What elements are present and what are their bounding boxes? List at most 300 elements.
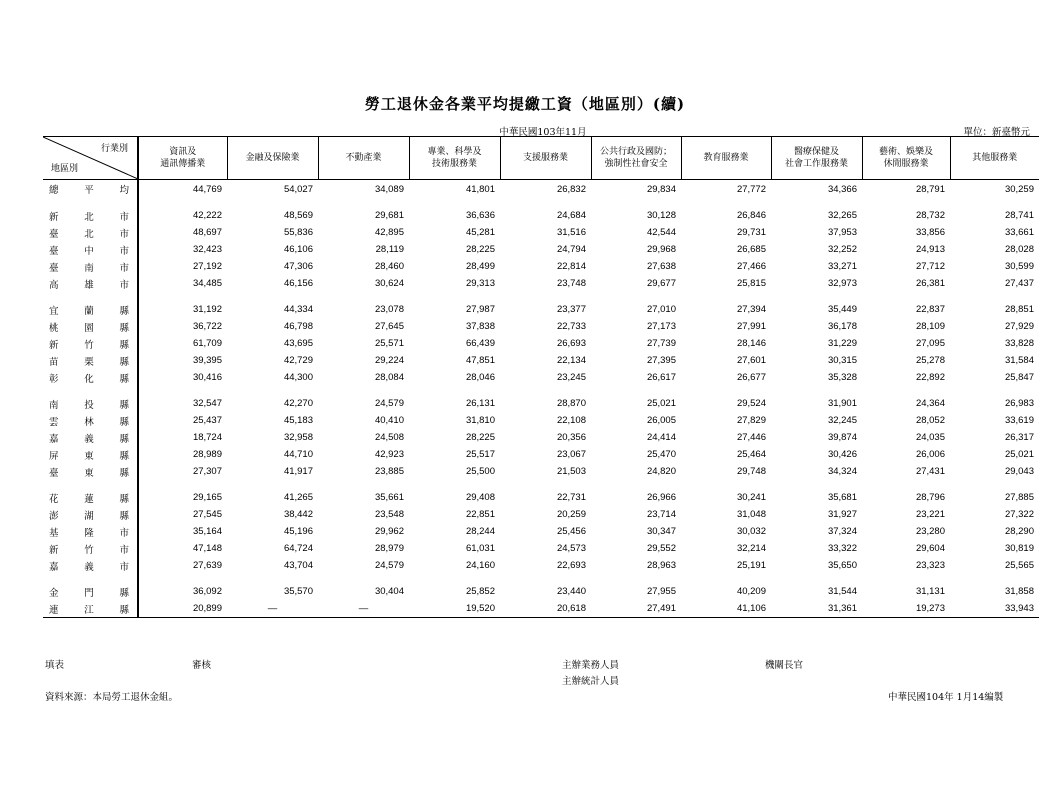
wage-cell: 22,837 xyxy=(915,304,945,315)
region-label-char: 化 xyxy=(84,373,94,385)
currency-unit: 單位：新臺幣元 xyxy=(963,127,1030,138)
wage-cell: 28,119 xyxy=(375,244,404,255)
region-label-char: 北 xyxy=(84,228,94,240)
wage-cell: 24,579 xyxy=(374,398,404,409)
group-spacer xyxy=(43,198,1039,207)
region-label-char: 市 xyxy=(119,561,129,573)
region-label-char: 縣 xyxy=(119,356,129,368)
region-label-char: 蓮 xyxy=(84,493,94,505)
wage-cell: 26,693 xyxy=(556,338,586,349)
wage-cell: 23,067 xyxy=(556,449,586,460)
wage-cell: 39,395 xyxy=(192,355,222,366)
wage-cell: 28,989 xyxy=(192,449,222,460)
spacer-cell xyxy=(681,292,771,301)
spacer-cell xyxy=(500,292,591,301)
region-label-char: 縣 xyxy=(119,510,129,522)
region-label-char: 義 xyxy=(84,561,94,573)
table-row xyxy=(43,557,1039,574)
group-spacer xyxy=(43,574,1039,583)
wage-cell: 42,544 xyxy=(646,227,676,238)
wage-cell: 24,913 xyxy=(915,244,945,255)
wage-cell: 29,224 xyxy=(374,355,404,366)
wage-cell: 42,923 xyxy=(374,449,404,460)
spacer-cell xyxy=(318,386,409,395)
wage-cell: 30,315 xyxy=(827,355,857,366)
column-header xyxy=(138,137,227,180)
wage-cell: 45,196 xyxy=(283,526,313,537)
wage-cell: 23,548 xyxy=(374,509,404,520)
wage-cell: 27,394 xyxy=(736,304,766,315)
wage-cell: 27,307 xyxy=(192,466,222,477)
region-label-char: 東 xyxy=(84,467,94,479)
wage-cell: 26,685 xyxy=(736,244,766,255)
wage-cell: 40,209 xyxy=(736,586,766,597)
wage-cell: 28,052 xyxy=(915,415,945,426)
region-label xyxy=(43,557,138,574)
table-row xyxy=(43,275,1039,292)
wage-cell: 34,366 xyxy=(827,183,857,195)
spacer-cell xyxy=(500,574,591,583)
wage-cell: 24,794 xyxy=(556,244,586,255)
region-label-char: 市 xyxy=(119,279,129,291)
wage-cell: 44,334 xyxy=(283,304,313,315)
wage-cell: 25,852 xyxy=(465,586,495,597)
region-label-char: 義 xyxy=(84,433,94,445)
region-label-text xyxy=(49,277,129,291)
spacer-cell xyxy=(227,386,318,395)
wage-cell: 25,847 xyxy=(1004,372,1034,383)
column-header-line: 其他服務業 xyxy=(972,153,1018,163)
wage-cell: 25,470 xyxy=(646,449,676,460)
region-label xyxy=(43,275,138,292)
wage-cell: 28,732 xyxy=(915,210,945,221)
spacer-cell xyxy=(681,574,771,583)
column-header xyxy=(227,137,318,180)
region-label-char: 縣 xyxy=(119,322,129,334)
wage-cell: 32,265 xyxy=(827,210,857,221)
wage-cell: 23,323 xyxy=(915,560,945,571)
column-header-line: 不動產業 xyxy=(345,153,382,163)
wage-cell: 55,836 xyxy=(283,227,313,238)
spacer-label-cell xyxy=(43,292,138,301)
wage-cell: 24,684 xyxy=(556,210,586,221)
wage-cell: 44,710 xyxy=(283,449,313,460)
wage-cell: 29,043 xyxy=(1004,466,1034,477)
spacer-cell xyxy=(591,198,681,207)
spacer-cell xyxy=(500,386,591,395)
region-label-char: 縣 xyxy=(119,339,129,351)
wage-cell: 31,810 xyxy=(465,415,495,426)
wage-cell: 42,729 xyxy=(283,355,313,366)
wage-cell: 31,192 xyxy=(192,304,222,315)
wage-cell: 29,968 xyxy=(646,244,676,255)
wage-cell: 28,028 xyxy=(1004,244,1034,255)
spacer-cell xyxy=(318,198,409,207)
wage-cell: 31,361 xyxy=(771,600,862,618)
wage-cell: 28,460 xyxy=(374,261,404,272)
wage-cell: 26,317 xyxy=(1004,432,1034,443)
wage-cell: 20,259 xyxy=(556,509,586,520)
region-label xyxy=(43,463,138,480)
region-label-char: 縣 xyxy=(119,493,129,505)
region-label-char: 市 xyxy=(119,228,129,240)
region-label-char: 嘉 xyxy=(49,561,59,573)
wage-cell: 20,356 xyxy=(556,432,586,443)
table-row xyxy=(43,540,1039,557)
wage-cell: 24,508 xyxy=(374,432,404,443)
table-row xyxy=(43,463,1039,480)
wage-cell: 54,027 xyxy=(283,183,313,195)
wage-cell: 41,106 xyxy=(681,600,771,618)
spacer-cell xyxy=(500,480,591,489)
wage-cell: 22,731 xyxy=(556,492,586,503)
spacer-cell xyxy=(950,386,1039,395)
wage-cell: 35,661 xyxy=(374,492,404,503)
region-label xyxy=(43,335,138,352)
region-label-char: 市 xyxy=(119,211,129,223)
region-label-text xyxy=(49,585,129,599)
region-label-char: 縣 xyxy=(119,450,129,462)
wage-cell: 25,517 xyxy=(465,449,495,460)
wage-cell: 42,270 xyxy=(283,398,313,409)
wage-cell: 30,624 xyxy=(374,278,404,289)
wage-cell: 30,128 xyxy=(646,210,676,221)
wage-cell: 36,722 xyxy=(192,321,222,332)
wage-cell: 34,485 xyxy=(192,278,222,289)
region-label-char: 投 xyxy=(84,399,94,411)
wage-cell: 18,724 xyxy=(192,432,222,443)
spacer-cell xyxy=(409,480,500,489)
region-label-char: 平 xyxy=(84,185,94,196)
region-label-char: 中 xyxy=(84,245,94,257)
spacer-cell xyxy=(862,198,950,207)
region-label-text xyxy=(49,303,129,317)
wage-cell: 28,791 xyxy=(915,183,945,195)
spacer-cell xyxy=(862,574,950,583)
wage-cell: 27,491 xyxy=(591,600,681,618)
region-label xyxy=(43,395,138,412)
wage-cell: 28,290 xyxy=(1004,526,1034,537)
wage-cell: 28,146 xyxy=(736,338,766,349)
wage-cell: 27,885 xyxy=(1004,492,1034,503)
wage-cell: 27,437 xyxy=(1004,278,1034,289)
region-label-char: 桃 xyxy=(49,322,59,334)
table-row xyxy=(43,369,1039,386)
region-label-char: 雄 xyxy=(84,279,94,291)
table-row xyxy=(43,429,1039,446)
wage-cell: 30,347 xyxy=(646,526,676,537)
footer-filler: 填表 xyxy=(45,660,65,671)
region-label-char: 市 xyxy=(119,245,129,257)
wage-cell: 25,815 xyxy=(736,278,766,289)
wage-cell: 25,456 xyxy=(556,526,586,537)
wage-cell: 26,617 xyxy=(646,372,676,383)
wage-cell: 29,731 xyxy=(736,227,766,238)
wage-cell: 28,963 xyxy=(646,560,676,571)
wage-cell: 28,796 xyxy=(915,492,945,503)
wage-cell: 23,440 xyxy=(556,586,586,597)
wage-cell: 27,639 xyxy=(192,560,222,571)
table-row xyxy=(43,224,1039,241)
wage-cell: 26,006 xyxy=(915,449,945,460)
footer-source: 資料來源：本局勞工退休金組。 xyxy=(45,692,179,703)
region-label-char: 竹 xyxy=(84,339,94,351)
wage-cell: 35,650 xyxy=(827,560,857,571)
region-label-char: 臺 xyxy=(49,262,59,274)
report-period: 中華民國103年11月 xyxy=(499,127,587,138)
wage-cell: 35,164 xyxy=(192,526,222,537)
wage-cell: 43,704 xyxy=(283,560,313,571)
wage-cell: 27,466 xyxy=(736,261,766,272)
wage-cell: 26,381 xyxy=(915,278,945,289)
spacer-cell xyxy=(591,292,681,301)
wage-cell: 23,221 xyxy=(915,509,945,520)
wage-cell: 64,724 xyxy=(283,543,313,554)
region-label xyxy=(43,429,138,446)
wage-cell: 39,874 xyxy=(827,432,857,443)
header-row xyxy=(43,137,1039,180)
spacer-cell xyxy=(409,198,500,207)
wage-cell: 32,245 xyxy=(827,415,857,426)
wage-cell: 26,131 xyxy=(465,398,495,409)
wage-cell: 35,328 xyxy=(827,372,857,383)
region-label-char: 隆 xyxy=(84,527,94,539)
wage-cell: 25,464 xyxy=(736,449,766,460)
column-header-line: 專業、科學及 xyxy=(427,147,482,157)
wage-cell: 34,089 xyxy=(374,183,404,195)
wage-cell: 27,601 xyxy=(736,355,766,366)
wage-cell: 25,437 xyxy=(192,415,222,426)
wage-cell: 27,010 xyxy=(646,304,676,315)
wage-cell: 28,244 xyxy=(465,526,495,537)
region-label-char: 縣 xyxy=(119,587,129,599)
spacer-cell xyxy=(500,198,591,207)
wage-cell: 42,895 xyxy=(374,227,404,238)
wage-cell: 24,573 xyxy=(556,543,586,554)
wage-cell: 33,943 xyxy=(950,600,1039,618)
region-label-text xyxy=(49,397,129,411)
wage-cell: 31,927 xyxy=(827,509,857,520)
spacer-cell xyxy=(591,574,681,583)
spacer-cell xyxy=(681,198,771,207)
group-spacer xyxy=(43,480,1039,489)
region-label xyxy=(43,446,138,463)
wage-cell: 31,516 xyxy=(556,227,586,238)
column-header-line: 通訊傳播業 xyxy=(160,159,206,169)
wage-cell: 61,709 xyxy=(192,338,222,349)
region-label-text xyxy=(49,226,129,240)
wage-cell: 24,035 xyxy=(915,432,945,443)
wage-cell: 28,979 xyxy=(374,543,404,554)
region-label xyxy=(43,258,138,275)
wage-cell: 28,046 xyxy=(465,372,495,383)
wage-cell: 37,838 xyxy=(465,321,495,332)
region-label-char: 南 xyxy=(84,262,94,274)
wage-cell: 28,084 xyxy=(374,372,404,383)
region-label-text xyxy=(49,542,129,556)
wage-cell: 20,618 xyxy=(500,600,591,618)
wage-cell: 36,178 xyxy=(827,321,857,332)
region-label-text xyxy=(49,243,129,257)
column-header-line: 強制性社會安全 xyxy=(604,159,668,169)
wage-cell: — xyxy=(318,600,409,618)
table-row xyxy=(43,583,1039,600)
wage-cell: 46,156 xyxy=(283,278,313,289)
spacer-cell xyxy=(227,480,318,489)
region-label-char: 均 xyxy=(119,185,129,196)
column-header-line: 公共行政及國防； xyxy=(599,147,672,157)
wage-cell: 33,828 xyxy=(1004,338,1034,349)
wage-cell: 22,851 xyxy=(465,509,495,520)
wage-cell: 31,131 xyxy=(915,586,945,597)
wage-cell: 27,431 xyxy=(915,466,945,477)
wage-cell: 22,693 xyxy=(556,560,586,571)
wage-cell: 25,021 xyxy=(1004,449,1034,460)
column-header-line: 醫療保健及 xyxy=(793,147,839,157)
wage-cell: 24,414 xyxy=(646,432,676,443)
region-label-char: 南 xyxy=(49,399,59,411)
wage-cell: 27,192 xyxy=(192,261,222,272)
wage-cell: 33,856 xyxy=(915,227,945,238)
wage-cell: 37,953 xyxy=(827,227,857,238)
region-label-text xyxy=(49,354,129,368)
column-header-line: 技術服務業 xyxy=(431,159,477,169)
wage-cell: 23,078 xyxy=(374,304,404,315)
wage-cell: 44,300 xyxy=(283,372,313,383)
spacer-cell xyxy=(771,292,862,301)
region-label-char: 市 xyxy=(119,262,129,274)
wage-cell: 28,851 xyxy=(1004,304,1034,315)
region-label-char: 縣 xyxy=(119,416,129,428)
wage-cell: 22,134 xyxy=(556,355,586,366)
region-label-text xyxy=(49,491,129,505)
wage-cell: — xyxy=(227,600,318,618)
spacer-label-cell xyxy=(43,480,138,489)
footer-agency-head: 機關長官 xyxy=(765,660,804,671)
wage-cell: 40,410 xyxy=(374,415,404,426)
report-title: 勞工退休金各業平均提繳工資（地區別）(續) xyxy=(364,95,686,113)
wage-cell: 27,446 xyxy=(736,432,766,443)
wage-cell: 41,801 xyxy=(465,183,495,195)
wage-table xyxy=(43,136,1039,618)
spacer-cell xyxy=(138,574,227,583)
wage-cell: 25,278 xyxy=(915,355,945,366)
region-label xyxy=(43,318,138,335)
region-label-char: 縣 xyxy=(119,399,129,411)
region-label xyxy=(43,241,138,258)
region-label-char: 江 xyxy=(84,604,94,616)
wage-cell: 29,408 xyxy=(465,492,495,503)
region-label-text xyxy=(49,320,129,334)
wage-cell: 34,324 xyxy=(827,466,857,477)
table-body xyxy=(43,180,1039,618)
wage-cell: 32,973 xyxy=(827,278,857,289)
spacer-cell xyxy=(591,386,681,395)
region-label-text xyxy=(49,337,129,351)
wage-cell: 47,851 xyxy=(465,355,495,366)
region-label xyxy=(43,412,138,429)
wage-cell: 46,798 xyxy=(283,321,313,332)
region-label-text xyxy=(49,431,129,445)
region-label-text xyxy=(49,182,129,196)
wage-cell: 47,306 xyxy=(283,261,313,272)
wage-cell: 29,748 xyxy=(736,466,766,477)
region-label-char: 縣 xyxy=(119,373,129,385)
wage-cell: 32,214 xyxy=(736,543,766,554)
wage-cell: 23,748 xyxy=(556,278,586,289)
region-label-char: 新 xyxy=(49,544,59,556)
region-label-char: 臺 xyxy=(49,228,59,240)
group-spacer xyxy=(43,292,1039,301)
region-label-text xyxy=(49,414,129,428)
column-header xyxy=(591,137,681,180)
spacer-label-cell xyxy=(43,198,138,207)
spacer-cell xyxy=(138,480,227,489)
region-label-char: 基 xyxy=(49,527,59,539)
table-row xyxy=(43,207,1039,224)
table-row xyxy=(43,395,1039,412)
wage-cell: 29,677 xyxy=(646,278,676,289)
region-label-char: 臺 xyxy=(49,245,59,257)
wage-cell: 21,503 xyxy=(556,466,586,477)
table-row xyxy=(43,523,1039,540)
wage-cell: 27,929 xyxy=(1004,321,1034,332)
table-row xyxy=(43,318,1039,335)
spacer-cell xyxy=(771,198,862,207)
spacer-cell xyxy=(862,292,950,301)
region-label xyxy=(43,352,138,369)
wage-cell: 30,032 xyxy=(736,526,766,537)
region-label xyxy=(43,207,138,224)
region-label-char: 宜 xyxy=(49,305,59,317)
table-row xyxy=(43,301,1039,318)
wage-cell: 44,769 xyxy=(192,183,222,195)
region-label-char: 縣 xyxy=(119,305,129,317)
wage-cell: 27,545 xyxy=(192,509,222,520)
region-label-char: 栗 xyxy=(84,356,94,368)
wage-cell: 28,109 xyxy=(915,321,945,332)
wage-cell: 24,160 xyxy=(465,560,495,571)
table-row xyxy=(43,600,1039,618)
region-label-char: 新 xyxy=(49,339,59,351)
wage-cell: 24,579 xyxy=(374,560,404,571)
region-label-char: 東 xyxy=(84,450,94,462)
wage-cell: 27,173 xyxy=(646,321,676,332)
wage-cell: 35,570 xyxy=(283,586,313,597)
region-label-char: 澎 xyxy=(49,510,59,522)
wage-cell: 27,991 xyxy=(736,321,766,332)
wage-cell: 61,031 xyxy=(465,543,495,554)
region-label-text xyxy=(49,508,129,522)
wage-cell: 27,987 xyxy=(465,304,495,315)
spacer-cell xyxy=(862,386,950,395)
wage-cell: 35,449 xyxy=(827,304,857,315)
wage-cell: 29,165 xyxy=(192,492,222,503)
wage-cell: 33,661 xyxy=(1004,227,1034,238)
column-header-line: 藝術、娛樂及 xyxy=(878,147,933,157)
table-row xyxy=(43,352,1039,369)
table-row xyxy=(43,412,1039,429)
wage-cell: 38,442 xyxy=(283,509,313,520)
spacer-cell xyxy=(950,480,1039,489)
wage-cell: 27,645 xyxy=(374,321,404,332)
wage-cell: 42,222 xyxy=(192,210,222,221)
wage-cell: 27,739 xyxy=(646,338,676,349)
region-label-char: 林 xyxy=(84,416,94,428)
table-row xyxy=(43,258,1039,275)
wage-cell: 36,636 xyxy=(465,210,495,221)
wage-cell: 48,697 xyxy=(192,227,222,238)
